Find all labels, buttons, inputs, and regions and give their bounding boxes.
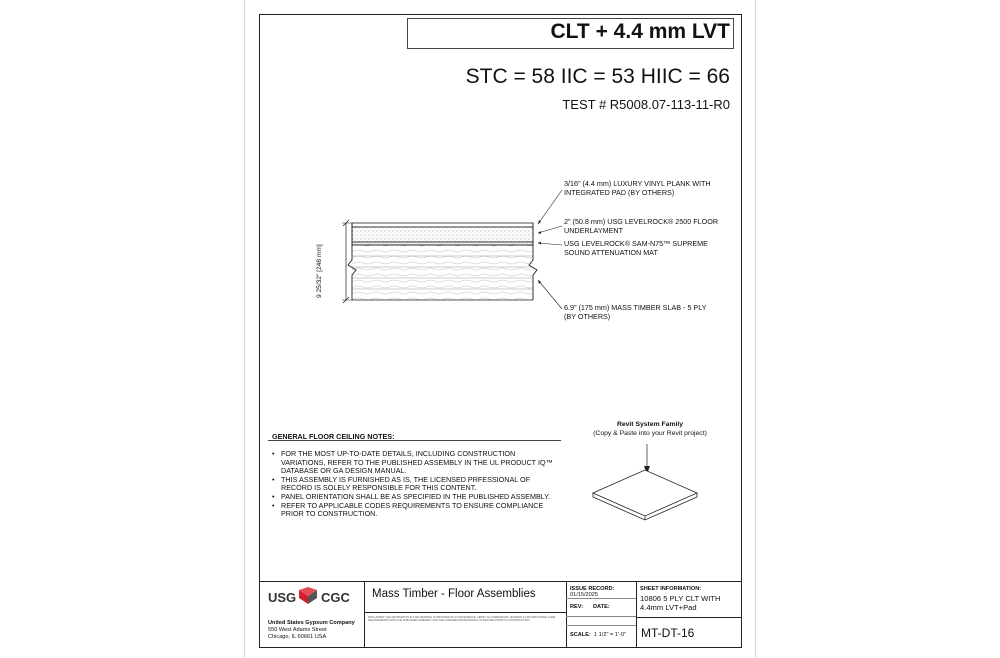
callout-leaders [538, 190, 562, 309]
sheet-info-line-2: 4.4mm LVT+Pad [640, 603, 697, 612]
page-title: CLT + 4.4 mm LVT [550, 20, 730, 43]
dimension-label: 9 25/32" [248 mm] [316, 244, 323, 298]
note-item: • FOR THE MOST UP-TO-DATE DETAILS, INCLUDING CONSTRUCTION VARIATIONS, REFER TO THE PUBLISHED ASSEMBLY IN THE UL PRODUCT IQ™ DATABASE OR GA DESIGN MANUAL. [272, 450, 553, 476]
notes-heading: GENERAL FLOOR CEILING NOTES: [272, 432, 395, 441]
title-block-top-border [259, 581, 742, 582]
rev-label: REV: [570, 604, 584, 610]
cgc-logo-text: CGC [321, 590, 350, 605]
company-address-2: Chicago, IL 60661 USA [268, 634, 327, 640]
floor-section-detail [300, 170, 580, 320]
disclaimer-text: DISCLAIMER: THE INFORMATION IN THIS DRAWING IS PROVIDED AS A CONVENIENCE. VERIFY ALL DIMENSIONS, MATERIALS AND APPLICABLE CODE REQUIREMENTS WITH THE PUBLISHED ASSEMBLY AND THE LICENSED PROFESSIONAL OF RECORD PRIOR TO CONSTRUCTION. [368, 616, 556, 623]
usg-cgc-logo-mark [298, 587, 318, 605]
usg-logo-text: USG [268, 590, 297, 605]
callout-levelrock: 2" (50.8 mm) USG LEVELROCK® 2500 FLOOR UNDERLAYMENT [564, 217, 719, 235]
issue-record-label: ISSUE RECORD: [570, 586, 615, 592]
revit-subtitle: (Copy & Paste into your Revit project) [593, 430, 707, 437]
sheet-info-label: SHEET INFORMATION: [640, 586, 702, 592]
clt-slab [352, 245, 533, 300]
issue-date: 01/15/2025 [570, 592, 598, 598]
callout-clt: 6.9" (175 mm) MASS TIMBER SLAB - 5 PLY (BY OTHERS) [564, 303, 707, 321]
sound-mat-layer [352, 242, 533, 245]
revit-family-thumbnail[interactable] [585, 440, 705, 530]
note-item: • THIS ASSEMBLY IS FURNISHED AS IS, THE LICENSED PRFESSIONAL OF RECORD IS SOLELY RESPONSIBLE FOR THIS CONTENT. [272, 476, 553, 493]
notes-divider [268, 440, 561, 441]
sheet-title: Mass Timber - Floor Assemblies [372, 588, 536, 600]
sheet-info-line-1: 10806 5 PLY CLT WITH [640, 594, 721, 603]
revit-title: Revit System Family [616, 421, 684, 428]
note-item: • PANEL ORIENTATION SHALL BE AS SPECIFIED IN THE PUBLISHED ASSEMBLY. [272, 493, 553, 502]
acoustic-ratings: STC = 58 IIC = 53 HIIC = 66 [465, 65, 730, 88]
scale-value: 1 1/2" = 1'-0" [594, 632, 626, 638]
company-address-1: 550 West Adams Street [268, 627, 327, 633]
callout-lvt: 3/16" (4.4 mm) LUXURY VINYL PLANK WITH INTEGRATED PAD (BY OTHERS) [564, 179, 711, 197]
company-name: United States Gypsum Company [268, 620, 355, 626]
note-item: • REFER TO APPLICABLE CODES REQUIREMENTS TO ENSURE COMPLIANCE PRIOR TO CONSTRUCTION. [272, 502, 553, 519]
scale-label: SCALE: [570, 632, 591, 638]
notes-list [272, 450, 553, 519]
lvt-layer [352, 223, 533, 227]
levelrock-layer [352, 227, 533, 242]
date-label: DATE: [593, 604, 610, 610]
sheet-number: MT-DT-16 [641, 626, 695, 640]
test-number: TEST # R5008.07-113-11-R0 [562, 97, 730, 112]
callout-sound-mat: USG LEVELROCK® SAM-N75™ SUPREME SOUND ATTENUATION MAT [564, 239, 708, 257]
